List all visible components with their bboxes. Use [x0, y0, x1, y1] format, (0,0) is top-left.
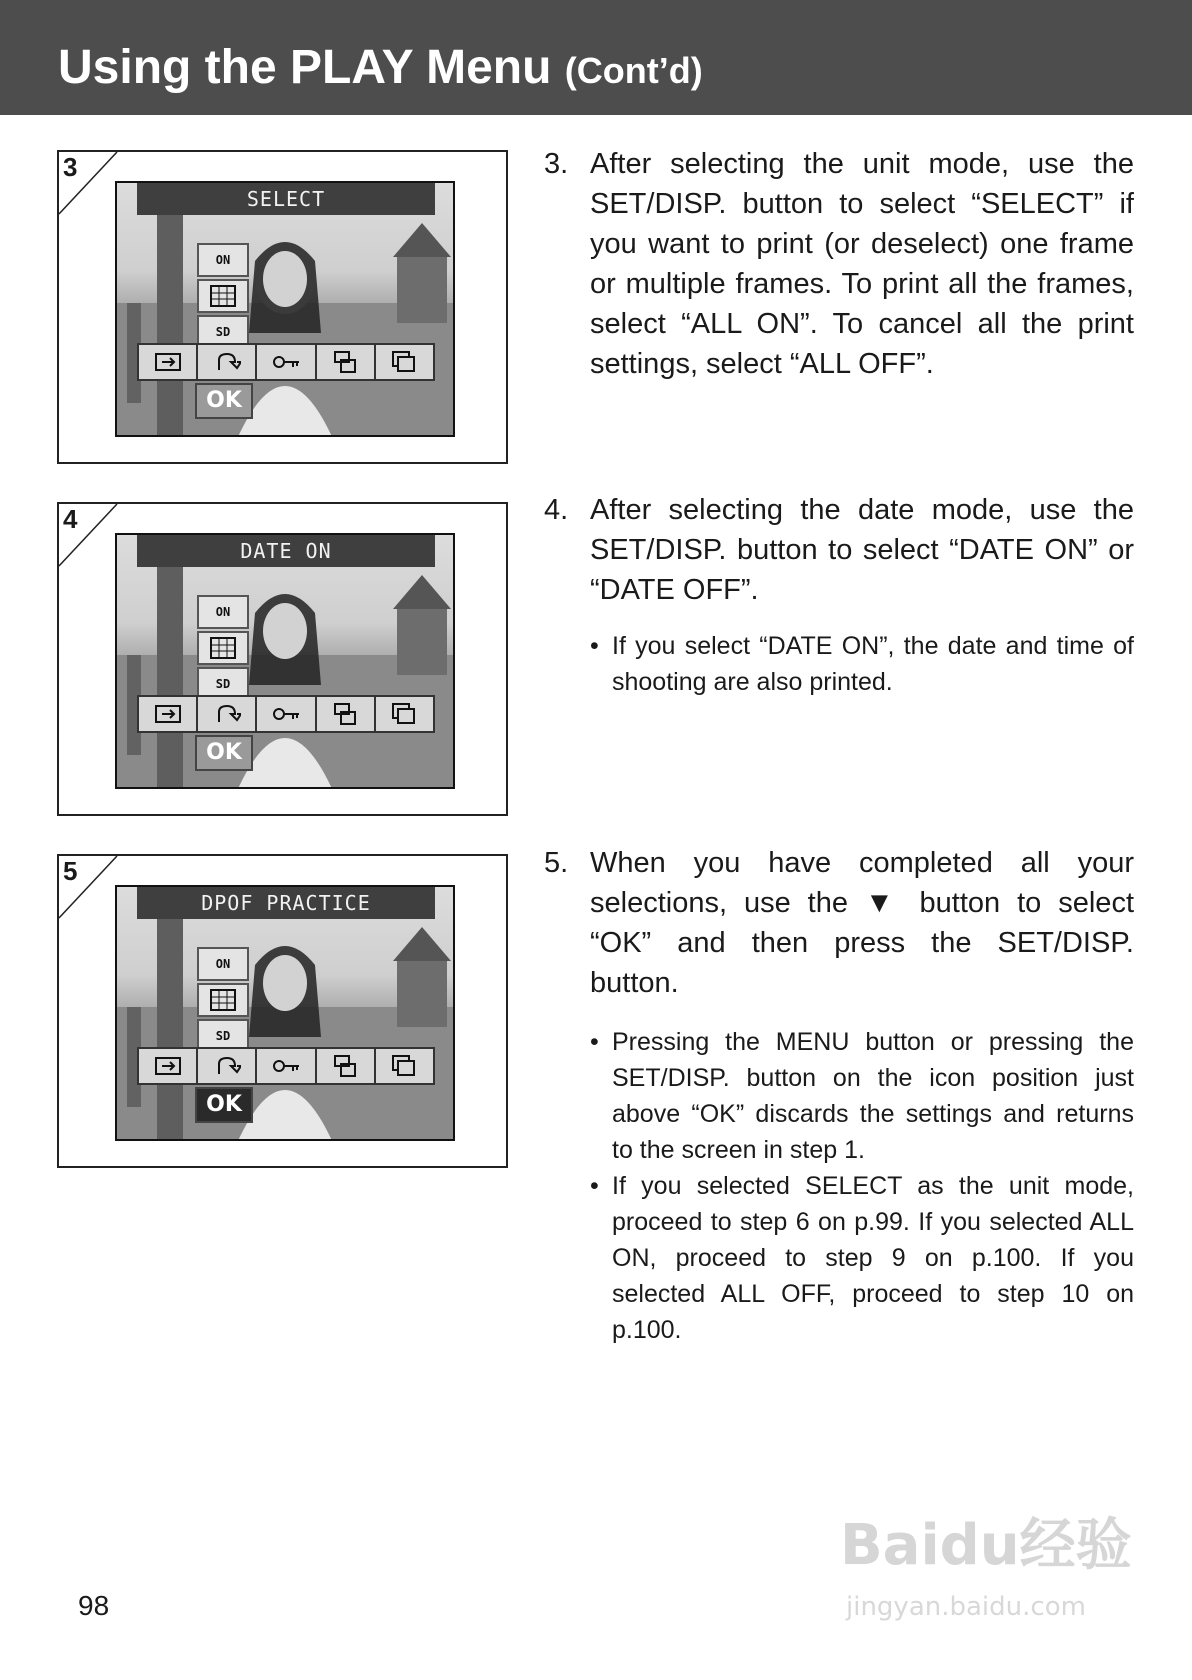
rotate-icon[interactable]: [198, 1049, 257, 1083]
photo-background: [117, 535, 455, 789]
step-4-text: [544, 490, 1134, 610]
ok-button[interactable]: OK: [195, 383, 253, 419]
side-icon-column: [197, 947, 249, 1055]
ok-button[interactable]: OK: [195, 735, 253, 771]
date-on-icon-label: ON: [215, 253, 231, 267]
photo-background: [117, 183, 455, 437]
date-on-icon-label: ON: [215, 605, 231, 619]
side-icon-column: [197, 243, 249, 351]
copy-icon[interactable]: [376, 1049, 433, 1083]
screen-title: DPOF PRACTICE: [137, 887, 435, 919]
sd-card-icon-label: SD: [215, 325, 231, 339]
slideshow-icon[interactable]: [139, 697, 198, 731]
page-title: [58, 41, 703, 94]
bullet-item: • If you selected SELECT as the unit mode, proceed to step 6 on p.99. If you selected ALL ON, proceed to step 9 on p.100. If you selected ALL OFF, proceed to step 10 on p.100.: [590, 1168, 1134, 1348]
sd-card-icon-label: SD: [215, 1029, 231, 1043]
photo-background: [117, 887, 455, 1141]
figure-number: 5: [63, 856, 78, 886]
watermark-logo: Baidu经验: [840, 1513, 1132, 1578]
step-3-text: [544, 144, 1134, 384]
figure-number: 4: [63, 504, 78, 534]
figure-step-4: [57, 502, 508, 816]
date-on-icon[interactable]: [197, 947, 249, 981]
screen-title: SELECT: [137, 183, 435, 215]
step-5-bullets: [590, 1024, 1134, 1348]
date-on-icon[interactable]: [197, 595, 249, 629]
copy-icon[interactable]: [376, 345, 433, 379]
side-icon-column: [197, 595, 249, 703]
camera-screen: [115, 533, 455, 789]
step-number: 4.: [544, 494, 569, 526]
sd-card-icon-label: SD: [215, 677, 231, 691]
slideshow-icon[interactable]: [139, 345, 198, 379]
bullet-item: • Pressing the MENU button or pressing the SET/DISP. button on the icon position just above “OK” discards the settings and returns to the screen in step 1.: [590, 1024, 1134, 1168]
grid-icon[interactable]: [197, 279, 249, 313]
step-body: After selecting the date mode, use the SET/DISP. button to select “DATE ON” or “DATE OFF”.: [590, 494, 1134, 606]
step-4-bullets: [590, 628, 1134, 700]
camera-screen: [115, 181, 455, 437]
copy-icon[interactable]: [376, 697, 433, 731]
step-5-text: [544, 843, 1134, 1003]
step-number: 5.: [544, 847, 569, 879]
step-body: When you have completed all your selections, use the ▼ button to select “OK” and then press the SET/DISP. button.: [590, 847, 1134, 999]
menu-toolbar: [137, 1047, 435, 1085]
date-on-icon-label: ON: [215, 957, 231, 971]
dpof-print-icon[interactable]: [317, 345, 376, 379]
grid-icon[interactable]: [197, 631, 249, 665]
page-header: [0, 0, 1192, 115]
screen-title: DATE ON: [137, 535, 435, 567]
slideshow-icon[interactable]: [139, 1049, 198, 1083]
protect-key-icon[interactable]: [257, 1049, 316, 1083]
date-on-icon[interactable]: [197, 243, 249, 277]
rotate-icon[interactable]: [198, 697, 257, 731]
grid-icon[interactable]: [197, 983, 249, 1017]
figure-step-3: [57, 150, 508, 464]
page-title-sub: (Cont’d): [564, 50, 703, 91]
rotate-icon[interactable]: [198, 345, 257, 379]
ok-button[interactable]: OK: [195, 1087, 253, 1123]
watermark-url: jingyan.baidu.com: [846, 1592, 1086, 1622]
menu-toolbar: [137, 343, 435, 381]
protect-key-icon[interactable]: [257, 697, 316, 731]
protect-key-icon[interactable]: [257, 345, 316, 379]
bullet-item: • If you select “DATE ON”, the date and time of shooting are also printed.: [590, 628, 1134, 700]
page-number: 98: [78, 1590, 110, 1621]
step-body: After selecting the unit mode, use the SET/DISP. button to select “SELECT” if you want to print (or deselect) one frame or multiple frames. To print all the frames, select “ALL ON”. To cancel all the print settings, select “ALL OFF”.: [590, 148, 1134, 380]
figure-number: 3: [63, 152, 78, 182]
page-title-main: Using the PLAY Menu: [58, 41, 552, 94]
menu-toolbar: [137, 695, 435, 733]
dpof-print-icon[interactable]: [317, 697, 376, 731]
step-number: 3.: [544, 148, 569, 180]
figure-step-5: [57, 854, 508, 1168]
camera-screen: [115, 885, 455, 1141]
dpof-print-icon[interactable]: [317, 1049, 376, 1083]
